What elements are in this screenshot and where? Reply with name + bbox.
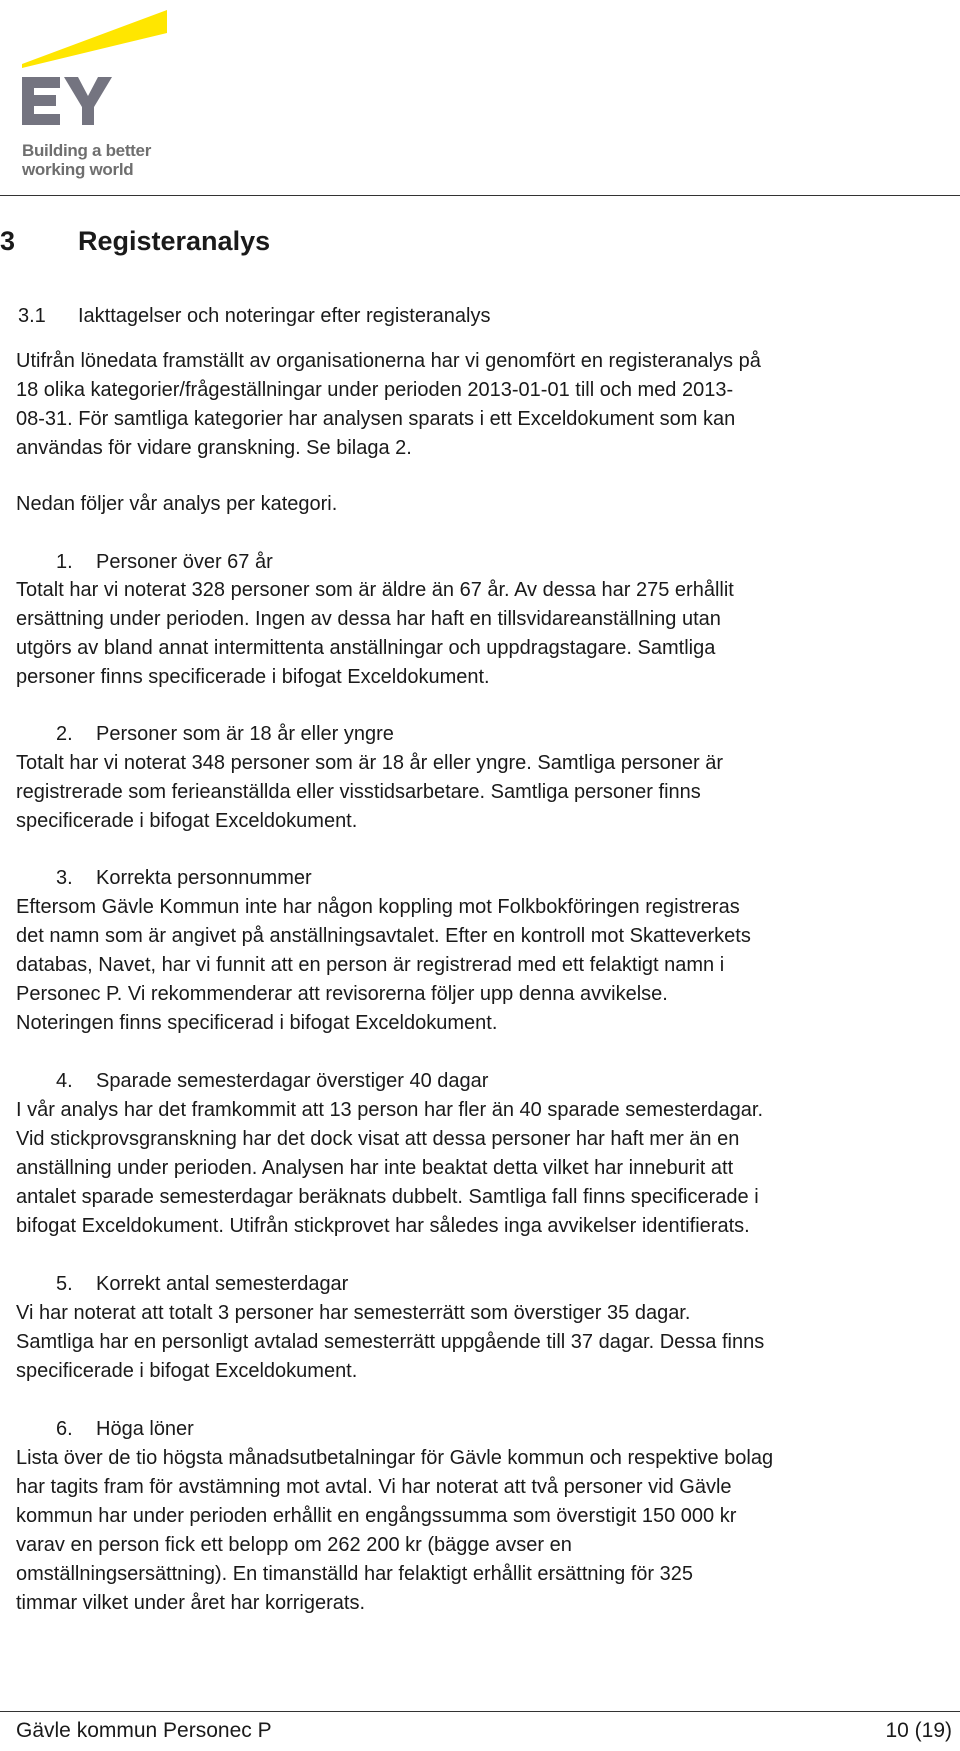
header-divider (0, 195, 960, 196)
item-heading-1 (56, 548, 273, 577)
text-line: timmar vilket under året har korrigerats. (16, 1592, 366, 1614)
text-line: Noteringen finns specificerad i bifogat Exceldokument. (16, 1012, 498, 1034)
ey-logo-letter-e (22, 77, 60, 125)
text-line: användas för vidare granskning. Se bilaga 2. (16, 437, 412, 459)
ey-logo-beam (22, 10, 167, 68)
item-body-4 (16, 1096, 951, 1241)
text-line: specificerade i bifogat Exceldokument. (16, 810, 358, 832)
intro-paragraph (16, 347, 951, 463)
item-heading-3 (56, 864, 312, 893)
text-line: Totalt har vi noterat 348 personer som är 18 år eller yngre. Samtliga personer är (16, 752, 724, 774)
ey-logo-letter-y (64, 77, 112, 125)
item-number: 1. (56, 551, 73, 573)
intro-lead: Nedan följer vår analys per kategori. (16, 493, 338, 515)
subsection-number: 3.1 (18, 305, 46, 327)
text-line: databas, Navet, har vi funnit att en person är registrerad med ett felaktigt namn i (16, 954, 725, 976)
text-line: specificerade i bifogat Exceldokument. (16, 1360, 358, 1382)
item-heading-4 (56, 1067, 488, 1096)
section-heading (0, 226, 270, 257)
item-title: Personer som är 18 år eller yngre (96, 723, 394, 745)
text-line: Vid stickprovsgranskning har det dock visat att dessa personer har haft mer än en (16, 1128, 740, 1150)
text-line: antalet sparade semesterdagar beräknats dubbelt. Samtliga fall finns specificerade i (16, 1186, 759, 1208)
item-body-3 (16, 893, 951, 1038)
footer-divider (0, 1711, 960, 1712)
text-line: det namn som är angivet på anställningsavtalet. Efter en kontroll mot Skatteverkets (16, 925, 751, 947)
item-heading-6 (56, 1415, 194, 1444)
item-title: Sparade semesterdagar överstiger 40 dagar (96, 1070, 489, 1092)
text-line: Lista över de tio högsta månadsutbetalningar för Gävle kommun och respektive bolag (16, 1447, 774, 1469)
section-number: 3 (0, 226, 16, 256)
text-line: bifogat Exceldokument. Utifrån stickprovet har således inga avvikelser identifierats. (16, 1215, 750, 1237)
item-body-1 (16, 576, 951, 692)
text-line: utgörs av bland annat intermittenta anställningar och uppdragstagare. Samtliga (16, 637, 716, 659)
item-title: Korrekt antal semesterdagar (96, 1273, 349, 1295)
item-number: 2. (56, 723, 73, 745)
item-number: 3. (56, 867, 73, 889)
ey-logo-mark (22, 8, 182, 138)
text-line: ersättning under perioden. Ingen av dessa har haft en tillsvidareanställning utan (16, 608, 721, 630)
text-line: omställningsersättning). En timanställd har felaktigt erhållit ersättning för 325 (16, 1563, 694, 1585)
item-title: Höga löner (96, 1418, 194, 1440)
item-body-5 (16, 1299, 951, 1386)
item-number: 4. (56, 1070, 73, 1092)
text-line: Vi har noterat att totalt 3 personer har semesterrätt som överstiger 35 dagar. (16, 1302, 691, 1324)
text-line: personer finns specificerade i bifogat Exceldokument. (16, 666, 490, 688)
text-line: Totalt har vi noterat 328 personer som är äldre än 67 år. Av dessa har 275 erhållit (16, 579, 734, 601)
text-line: Utifrån lönedata framställt av organisationerna har vi genomfört en registeranalys på (16, 350, 761, 372)
item-title: Personer över 67 år (96, 551, 273, 573)
footer-page-number: 10 (19) (885, 1719, 952, 1742)
text-line: kommun har under perioden erhållit en engångssumma som överstigit 150 000 kr (16, 1505, 737, 1527)
ey-logo-tagline (22, 141, 151, 179)
text-line: I vår analys har det framkommit att 13 person har fler än 40 sparade semesterdagar. (16, 1099, 764, 1121)
item-title: Korrekta personnummer (96, 867, 312, 889)
text-line: varav en person fick ett belopp om 262 200 kr (bägge avser en (16, 1534, 572, 1556)
text-line: har tagits fram för avstämning mot avtal. Vi har noterat att två personer vid Gävle (16, 1476, 732, 1498)
tagline-line: Building a better (22, 141, 152, 160)
text-line: registrerade som ferieanställda eller visstidsarbetare. Samtliga personer finns (16, 781, 701, 803)
item-body-2 (16, 749, 951, 836)
item-number: 6. (56, 1418, 73, 1440)
text-line: 18 olika kategorier/frågeställningar under perioden 2013-01-01 till och med 2013- (16, 379, 734, 401)
item-number: 5. (56, 1273, 73, 1295)
text-line: Eftersom Gävle Kommun inte har någon koppling mot Folkbokföringen registreras (16, 896, 740, 918)
tagline-line: working world (22, 160, 134, 179)
text-line: anställning under perioden. Analysen har inte beaktat detta vilket har inneburit att (16, 1157, 734, 1179)
subsection-title: Iakttagelser och noteringar efter registeranalys (78, 305, 491, 327)
item-heading-5 (56, 1270, 348, 1299)
item-heading-2 (56, 720, 394, 749)
section-title: Registeranalys (78, 226, 271, 256)
footer-document-title: Gävle kommun Personec P (16, 1719, 272, 1742)
text-line: Personec P. Vi rekommenderar att revisorerna följer upp denna avvikelse. (16, 983, 668, 1005)
item-body-6 (16, 1444, 951, 1618)
subsection-heading (18, 305, 490, 328)
text-line: 08-31. För samtliga kategorier har analysen sparats i ett Exceldokument som kan (16, 408, 736, 430)
text-line: Samtliga har en personligt avtalad semesterrätt uppgående till 37 dagar. Dessa finns (16, 1331, 765, 1353)
